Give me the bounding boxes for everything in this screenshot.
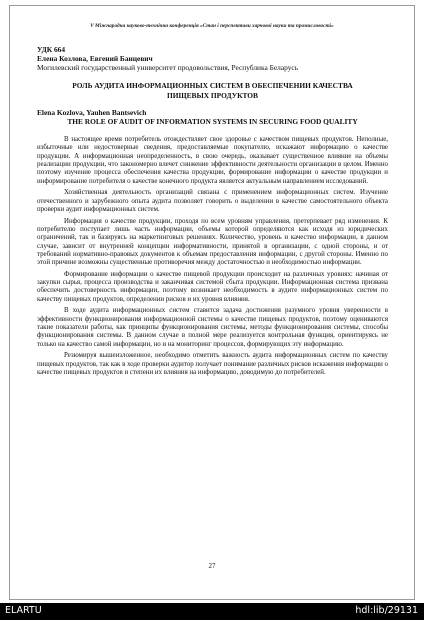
- authors-ru: Елена Козлова, Евгений Банцевич: [37, 53, 153, 63]
- article-content: [37, 46, 388, 381]
- page-number: 27: [208, 562, 216, 570]
- affiliation: Могилевский государственный университет продовольствия, Республика Беларусь: [37, 63, 299, 72]
- document-page: [9, 5, 415, 600]
- paragraph: В настоящее время потребитель отождествляет свое здоровье с качеством пищевых продуктов. Неполные, избыточные или недостоверные сведения, предоставляемые покупателю, искажают информацию о качестве продукции. А информационная неопределенность, в свою очередь, оказывает существенное влияние на объемы реализации продукции, что закономерно влечет снижение эффективности деятельности организации в целом. Именно поэтому изучение процесса обеспечения качества продукции, формирование информации о качестве продукции и информирование потребителя о качестве конечного продукта является актуальным направлением исследований.: [37, 136, 388, 185]
- paragraph: Формирование информации о качестве пищевой продукции происходит на различных уровнях: начиная от закупки сырья, процесса производства и заканчивая системой сбыта продукции. Информационная система призвана обеспечить достоверность информации, поэтому возникает необходимость в аудите информационных систем по качеству пищевых продуктов, определении рисков и их уровня влияния.: [37, 270, 388, 303]
- title-en: THE ROLE OF AUDIT OF INFORMATION SYSTEMS IN SECURING FOOD QUALITY: [67, 116, 358, 126]
- paragraph: Резюмируя вышеизложенное, необходимо отметить важность аудита информационных систем по качеству пищевых продуктов, так как в ходе проверки аудитор получает понимание различных рисков искажения информации о качестве пищевых продуктов и степени их влияния на информацию, доводимую до потребителей.: [37, 352, 388, 376]
- repository-footer: [0, 603, 424, 620]
- paragraph: Информация о качестве продукции, проходя по всем уровням управления, претерпевает ряд изменения. К потребителю поступает лишь часть информации, объемы которой определяются как исходя из юридических ограничений, так и базируясь на маркетинговых решениях. Количество, уровень и качество информации, в данном случае, зависит от внутренней концепции информативности, принятой в организации, с одной стороны, и от требований нормативно-правовых документов к объемам предоставления информации, с другой стороны. Именно по этой причине возможны существенные противоречия между достаточностью и необходимостью информации.: [37, 217, 388, 267]
- udc-code: УДК 664: [37, 45, 66, 54]
- conference-header: V Міжнародна науково-технічна конференція «Стан і перспективи харчової науки та промисловості»: [90, 23, 334, 29]
- repository-name: ELARTU: [5, 605, 42, 616]
- paragraph: В ходе аудита информационных систем ставится задача достижения разумного уровня уверенности в эффективности функционирования информационной системы о качестве пищевых продуктов, поэтому оцениваются такие показатели работы, как принципы функционирования системы, методы функционирования системы, способы функционирования системы. В данном случае в полной мере реализуется контрольная функция, ориентируясь не только на качество самой информации, но и на мониторинг процессов, формирующих эту информацию.: [37, 307, 388, 348]
- article-body: [37, 136, 388, 377]
- title-ru: РОЛЬ АУДИТА ИНФОРМАЦИОННЫХ СИСТЕМ В ОБЕСПЕЧЕНИИ КАЧЕСТВА ПИЩЕВЫХ ПРОДУКТОВ: [72, 81, 353, 100]
- handle-link[interactable]: hdl:lib/29131: [355, 605, 418, 616]
- authors-en: Elena Kozlova, Yauhen Bantsevich: [37, 108, 147, 118]
- paragraph: Хозяйственная деятельность организаций связана с применением информационных систем. Изучение отечественного и зарубежного опыта аудита позволяет говорить о выделении в качестве самостоятельного объекта проверки аудит информационных систем.: [37, 189, 388, 213]
